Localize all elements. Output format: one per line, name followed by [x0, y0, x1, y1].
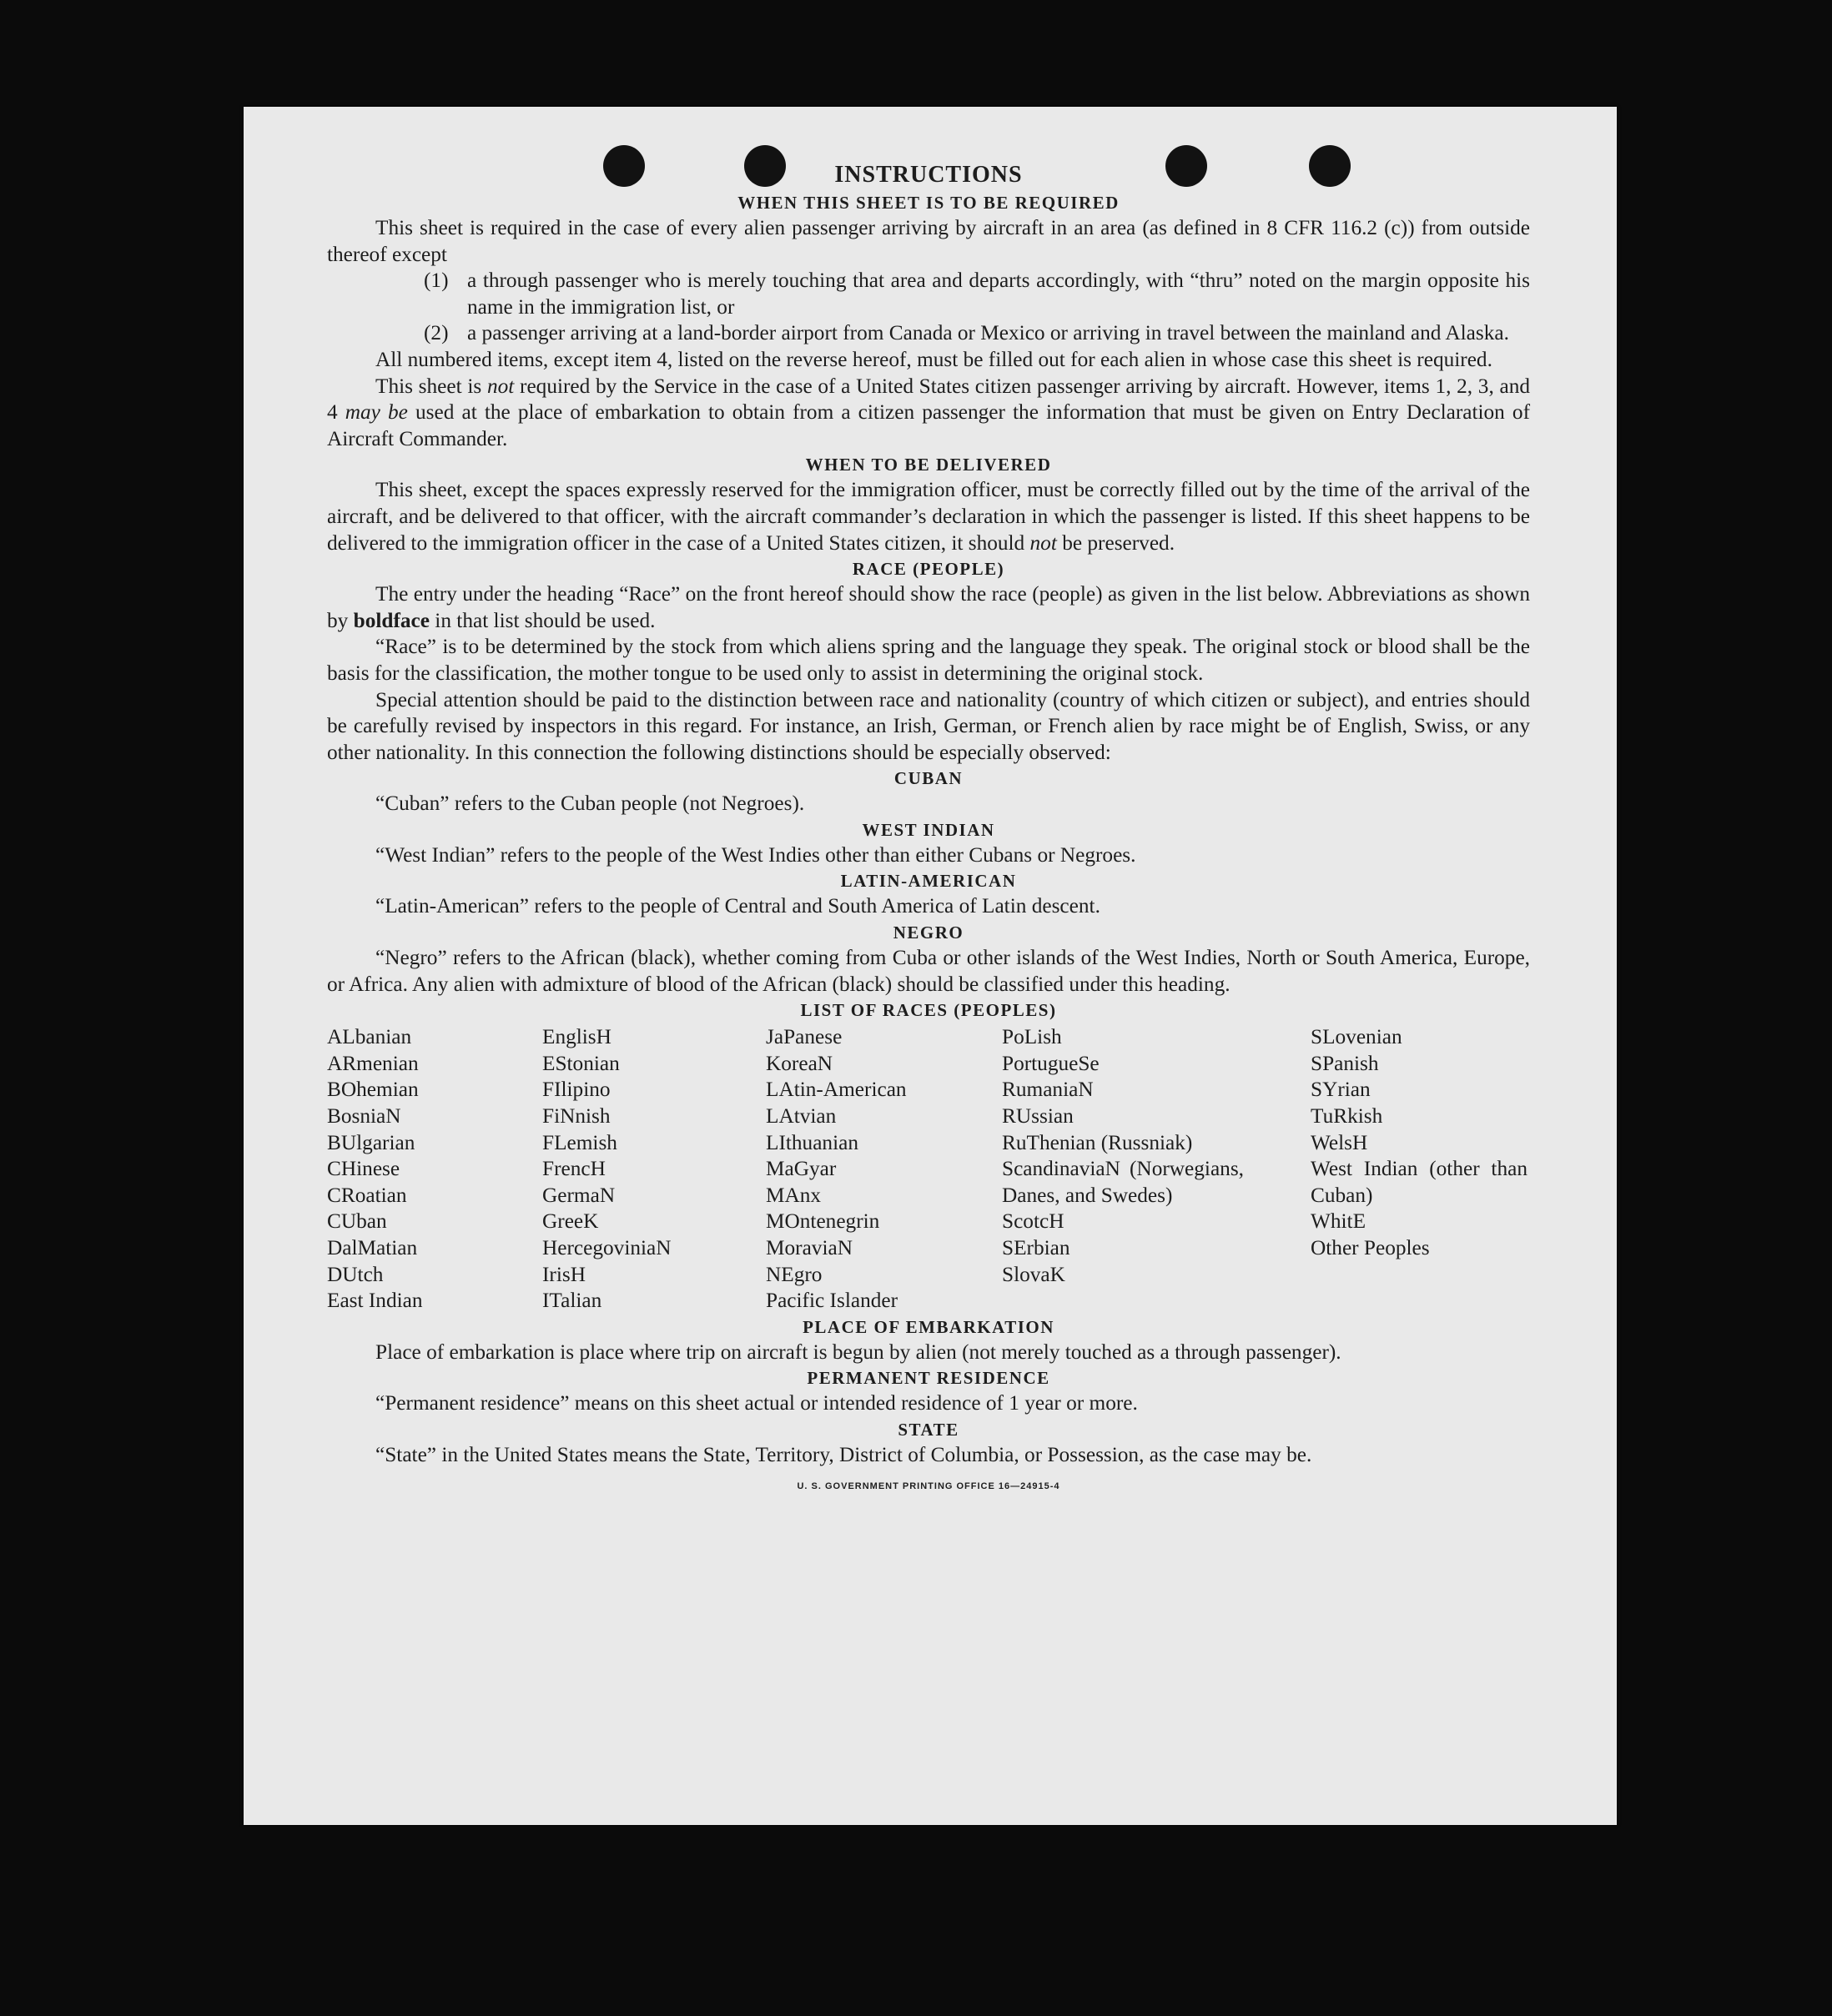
- race-entry: WelsH: [1311, 1130, 1368, 1154]
- paragraph: [327, 477, 1530, 556]
- heading-cuban: CUBAN: [893, 768, 964, 789]
- race-entry: Pacific Islander: [766, 1289, 898, 1313]
- text-run: The entry under the heading “Race” on the front hereof should show the race (people) as given in the list below. Abbreviations as shown by: [327, 582, 1530, 632]
- race-entry: West Indian (other than Cuban): [1311, 1157, 1528, 1207]
- race-entry: LAtvian: [766, 1104, 837, 1129]
- paragraph: “Negro” refers to the African (black), whether coming from Cuba or other islands of the West Indies, North or South America, Europe, or Africa. Any alien with admixture of blood of the African (black) should be classified under this heading.: [327, 946, 1530, 996]
- item-text: a passenger arriving at a land-border airport from Canada or Mexico or arriving in travel between the mainland and Alaska.: [467, 321, 1509, 345]
- text-run: in that list should be used.: [435, 608, 656, 632]
- list-item: [327, 320, 1530, 347]
- races-column: [1002, 1024, 1244, 1315]
- heading-negro: NEGRO: [893, 923, 964, 943]
- paragraph: Place of embarkation is place where trip on aircraft is begun by alien (not merely touched as a through passenger).: [375, 1340, 1341, 1364]
- race-entry: JaPanese: [766, 1025, 843, 1049]
- race-entry: SPanish: [1311, 1051, 1379, 1075]
- item-text: a through passenger who is merely touching that area and departs accordingly, with “thru” noted on the margin opposite his name in the immigration list, or: [467, 269, 1530, 319]
- race-entry: BOhemian: [327, 1078, 419, 1102]
- paragraph: Special attention should be paid to the distinction between race and nationality (country of which citizen or subject), and entries should be carefully revised by inspectors in this regard. For instance, an Irish, German, or French alien by race might be of English, Swiss, or any other nationality. In this connection the following distinctions should be especially observed:: [327, 687, 1530, 764]
- document-sheet: [244, 107, 1617, 1825]
- race-entry: SErbian: [1002, 1236, 1070, 1259]
- race-entry: East Indian: [327, 1289, 423, 1313]
- item-number: (2): [424, 321, 449, 345]
- paragraph: “State” in the United States means the State, Territory, District of Columbia, or Possession, as the case may be.: [375, 1442, 1312, 1466]
- text-run: This sheet is: [375, 374, 482, 398]
- heading-state: STATE: [898, 1419, 959, 1440]
- race-entry: CHinese: [327, 1157, 400, 1181]
- text-run: be preserved.: [1062, 530, 1175, 555]
- paragraph: “Permanent residence” means on this sheet actual or intended residence of 1 year or more.: [375, 1391, 1138, 1415]
- text-run-italic: may be: [345, 400, 408, 425]
- race-entry: GermaN: [542, 1183, 616, 1207]
- race-entry: FLemish: [542, 1130, 617, 1154]
- heading-west-indian: WEST INDIAN: [862, 819, 995, 840]
- race-entry: IrisH: [542, 1262, 586, 1286]
- race-entry: SLovenian: [1311, 1025, 1402, 1049]
- heading-embarkation: PLACE OF EMBARKATION: [803, 1316, 1054, 1337]
- paragraph: “Cuban” refers to the Cuban people (not Negroes).: [375, 792, 805, 816]
- race-entry: BosniaN: [327, 1104, 401, 1129]
- race-entry: SlovaK: [1002, 1262, 1065, 1286]
- race-entry: NEgro: [766, 1262, 823, 1286]
- race-entry: MaGyar: [766, 1157, 837, 1181]
- paragraph: “West Indian” refers to the people of the West Indies other than either Cubans or Negroes.: [375, 842, 1136, 867]
- race-entry: GreeK: [542, 1209, 599, 1234]
- text-run: used at the place of embarkation to obtain from a citizen passenger the information that must be given on Entry Declaration of Aircraft Commander.: [327, 400, 1531, 450]
- races-column: [327, 1024, 542, 1315]
- race-entry: CUban: [327, 1209, 387, 1234]
- text-run: required by the Service in the case of a United States citizen passenger arriving by aircraft. However, items 1, 2, 3, and 4: [327, 374, 1531, 425]
- race-entry: PortugueSe: [1002, 1051, 1100, 1075]
- race-entry: EnglisH: [542, 1025, 612, 1049]
- race-entry: SYrian: [1311, 1078, 1371, 1102]
- race-entry: ScandinaviaN (Norwegians, Danes, and Swedes): [1002, 1157, 1244, 1207]
- text-run-italic: not: [486, 374, 515, 398]
- race-entry: RuThenian (Russniak): [1002, 1130, 1193, 1154]
- text-run-bold: boldface: [353, 608, 430, 632]
- page-title: INSTRUCTIONS: [834, 162, 1023, 188]
- paragraph: [327, 581, 1530, 634]
- race-entry: FiNnish: [542, 1104, 611, 1129]
- races-column: [766, 1024, 1002, 1315]
- race-entry: CRoatian: [327, 1183, 407, 1207]
- printer-imprint: U. S. GOVERNMENT PRINTING OFFICE 16—24915-4: [797, 1481, 1060, 1491]
- race-entry: MOntenegrin: [766, 1209, 880, 1234]
- instructions-body: [327, 160, 1530, 1500]
- list-item: [327, 268, 1530, 320]
- races-column: [542, 1024, 766, 1315]
- race-entry: Other Peoples: [1311, 1236, 1430, 1259]
- race-entry: BUlgarian: [327, 1130, 415, 1154]
- text-run-italic: not: [1029, 530, 1057, 555]
- paragraph: [327, 374, 1530, 453]
- paragraph: All numbered items, except item 4, listed on the reverse hereof, must be filled out for each alien in whose case this sheet is required.: [375, 347, 1492, 371]
- paragraph: This sheet is required in the case of every alien passenger arriving by aircraft in an area (as defined in 8 CFR 116.2 (c)) from outside thereof except: [327, 216, 1530, 266]
- item-number: (1): [424, 269, 449, 293]
- paragraph: “Latin-American” refers to the people of Central and South America of Latin descent.: [375, 894, 1100, 918]
- races-table: [327, 1024, 1530, 1315]
- race-entry: HercegoviniaN: [542, 1236, 672, 1259]
- race-entry: PoLish: [1002, 1025, 1062, 1049]
- race-entry: RumaniaN: [1002, 1078, 1094, 1102]
- paragraph: “Race” is to be determined by the stock from which aliens spring and the language they speak. The original stock or blood shall be the basis for the classification, the mother tongue to be used only to assist in determining the original stock.: [327, 635, 1530, 685]
- race-entry: WhitE: [1311, 1209, 1366, 1234]
- race-entry: LAtin-American: [766, 1078, 907, 1102]
- race-entry: ARmenian: [327, 1051, 419, 1075]
- race-entry: FrencH: [542, 1157, 606, 1181]
- heading-delivered: WHEN TO BE DELIVERED: [805, 455, 1052, 475]
- race-entry: ScotcH: [1002, 1209, 1064, 1234]
- races-column: [1311, 1024, 1528, 1315]
- text-run: This sheet, except the spaces expressly reserved for the immigration officer, must be correctly filled out by the time of the arrival of the aircraft, and be delivered to that officer, with the aircraft commander’s declaration in which the passenger is listed. If this sheet happens to be delivered to the immigration officer in the case of a United States citizen, it should: [327, 478, 1530, 555]
- race-entry: ALbanian: [327, 1025, 412, 1049]
- race-entry: FIlipino: [542, 1078, 611, 1102]
- heading-required: WHEN THIS SHEET IS TO BE REQUIRED: [737, 193, 1120, 213]
- race-entry: MAnx: [766, 1183, 822, 1207]
- heading-list-of-races: LIST OF RACES (PEOPLES): [800, 1000, 1057, 1021]
- race-entry: MoraviaN: [766, 1236, 853, 1259]
- race-entry: ITalian: [542, 1289, 602, 1313]
- heading-latin-american: LATIN-AMERICAN: [840, 871, 1017, 892]
- race-entry: DUtch: [327, 1262, 384, 1286]
- race-entry: KoreaN: [766, 1051, 833, 1075]
- race-entry: LIthuanian: [766, 1130, 858, 1154]
- race-entry: DalMatian: [327, 1236, 418, 1259]
- heading-race: RACE (PEOPLE): [852, 559, 1005, 580]
- race-entry: EStonian: [542, 1051, 620, 1075]
- heading-residence: PERMANENT RESIDENCE: [807, 1368, 1050, 1389]
- race-entry: TuRkish: [1311, 1104, 1383, 1129]
- race-entry: RUssian: [1002, 1104, 1074, 1129]
